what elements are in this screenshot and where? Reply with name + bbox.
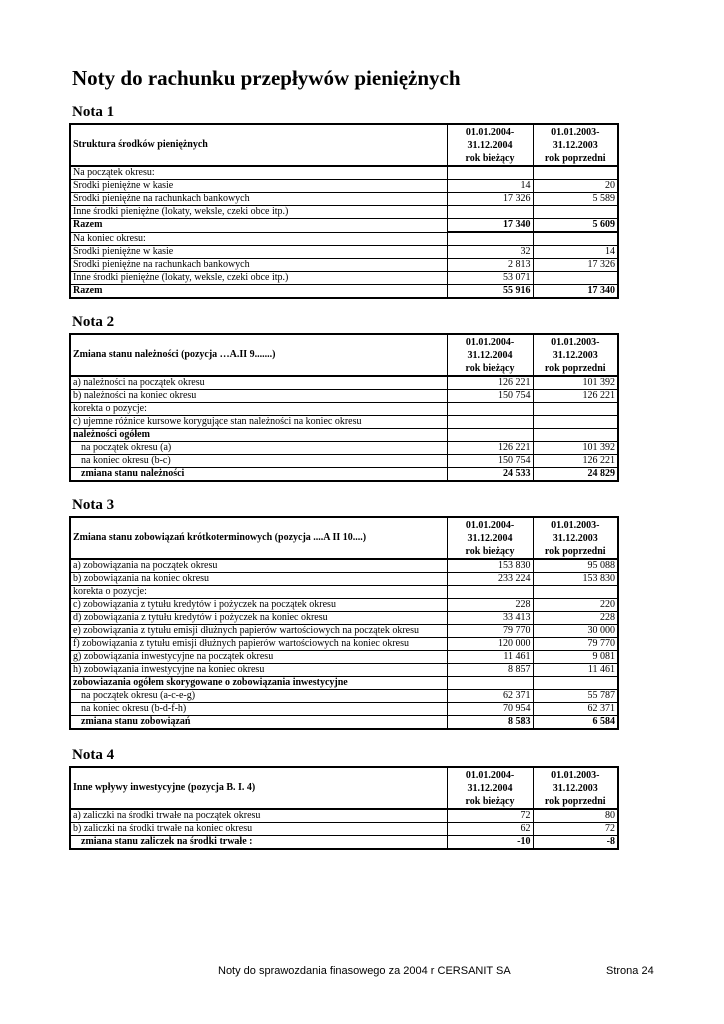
table-row: b) należności na koniec okresu 150 754 126 221 xyxy=(70,390,618,403)
table-row: c) zobowiązania z tytułu kredytów i pożyczek na początek okresu 228 220 xyxy=(70,599,618,612)
note-1-heading: Nota 1 xyxy=(72,104,115,120)
column-header-previous: 01.01.2003- 31.12.2003 rok poprzedni xyxy=(533,124,618,166)
table-row: f) zobowiązania z tytułu emisji dłużnych papierów wartościowych na koniec okresu 120 000 79 770 xyxy=(70,638,618,651)
table-header-row xyxy=(70,517,618,559)
table-row: na początek okresu (a-c-e-g) 62 371 55 787 xyxy=(70,690,618,703)
table-title: Zmiana stanu należności (pozycja …A.II 9.......) xyxy=(70,334,447,376)
table-row-total: zmiana stanu zaliczek na środki trwałe : -10 -8 xyxy=(70,836,618,850)
table-row: Środki pieniężne na rachunkach bankowych 2 813 17 326 xyxy=(70,259,618,272)
table-header-row xyxy=(70,767,618,809)
table-row: b) zobowiązania na koniec okresu 233 224 153 830 xyxy=(70,573,618,586)
table-row: korekta o pozycje: xyxy=(70,586,618,599)
table-row-total: zmiana stanu należności 24 533 24 829 xyxy=(70,468,618,482)
table-row: a) zobowiązania na początek okresu 153 830 95 088 xyxy=(70,559,618,573)
table-row: a) zaliczki na środki trwałe na początek okresu 72 80 xyxy=(70,809,618,823)
note-3-table xyxy=(69,516,619,730)
table-row: na koniec okresu (b-d-f-h) 70 954 62 371 xyxy=(70,703,618,716)
table-row: g) zobowiązania inwestycyjne na początek okresu 11 461 9 081 xyxy=(70,651,618,664)
table-row-total: Razem 55 916 17 340 xyxy=(70,285,618,299)
note-3-heading: Nota 3 xyxy=(72,497,115,513)
column-header-previous: 01.01.2003- 31.12.2003 rok poprzedni xyxy=(533,767,618,809)
column-header-previous: 01.01.2003- 31.12.2003 rok poprzedni xyxy=(533,517,618,559)
column-header-current: 01.01.2004- 31.12.2004 rok bieżący xyxy=(447,767,533,809)
table-header-row xyxy=(70,124,618,166)
table-row: e) zobowiązania z tytułu emisji dłużnych papierów wartościowych na początek okresu 79 770 30 000 xyxy=(70,625,618,638)
table-title: Zmiana stanu zobowiązań krótkoterminowych (pozycja ....A II 10....) xyxy=(70,517,447,559)
table-row: Na koniec okresu: xyxy=(70,232,618,246)
table-header-row xyxy=(70,334,618,376)
note-4-table xyxy=(69,766,619,850)
table-row: c) ujemne różnice kursowe korygujące stan należności na koniec okresu xyxy=(70,416,618,429)
table-title: Inne wpływy inwestycyjne (pozycja B. I. 4) xyxy=(70,767,447,809)
table-row-subheading: należności ogółem xyxy=(70,429,618,442)
column-header-current: 01.01.2004- 31.12.2004 rok bieżący xyxy=(447,334,533,376)
column-header-current: 01.01.2004- 31.12.2004 rok bieżący xyxy=(447,517,533,559)
footer-page-number: Strona 24 xyxy=(606,965,654,977)
table-row: na koniec okresu (b-c) 150 754 126 221 xyxy=(70,455,618,468)
table-row: h) zobowiązania inwestycyjne na koniec okresu 8 857 11 461 xyxy=(70,664,618,677)
column-header-current: 01.01.2004- 31.12.2004 rok bieżący xyxy=(447,124,533,166)
note-4-heading: Nota 4 xyxy=(72,747,115,763)
page-title: Noty do rachunku przepływów pieniężnych xyxy=(72,66,461,90)
note-2-table xyxy=(69,333,619,482)
table-row: Środki pieniężne na rachunkach bankowych 17 326 5 589 xyxy=(70,193,618,206)
table-row: Na początek okresu: xyxy=(70,166,618,180)
table-row: Inne środki pieniężne (lokaty, weksle, czeki obce itp.) 53 071 xyxy=(70,272,618,285)
table-row-subheading: zobowiazania ogółem skorygowane o zobowiązania inwestycyjne xyxy=(70,677,618,690)
table-row: na początek okresu (a) 126 221 101 392 xyxy=(70,442,618,455)
table-row: a) należności na początek okresu 126 221 101 392 xyxy=(70,376,618,390)
table-row-total: zmiana stanu zobowiązań 8 583 6 584 xyxy=(70,716,618,730)
table-row: Środki pieniężne w kasie 32 14 xyxy=(70,246,618,259)
note-1-table xyxy=(69,123,619,299)
note-2-heading: Nota 2 xyxy=(72,314,115,330)
table-row: b) zaliczki na środki trwałe na koniec okresu 62 72 xyxy=(70,823,618,836)
column-header-previous: 01.01.2003- 31.12.2003 rok poprzedni xyxy=(533,334,618,376)
table-row: d) zobowiązania z tytułu kredytów i pożyczek na koniec okresu 33 413 228 xyxy=(70,612,618,625)
table-row-total: Razem 17 340 5 609 xyxy=(70,219,618,233)
table-row: korekta o pozycje: xyxy=(70,403,618,416)
table-title: Struktura środków pieniężnych xyxy=(70,124,447,166)
table-row: Środki pieniężne w kasie 14 20 xyxy=(70,180,618,193)
footer-document-title: Noty do sprawozdania finasowego za 2004 r CERSANIT SA xyxy=(218,965,511,977)
table-row: Inne środki pieniężne (lokaty, weksle, czeki obce itp.) xyxy=(70,206,618,219)
